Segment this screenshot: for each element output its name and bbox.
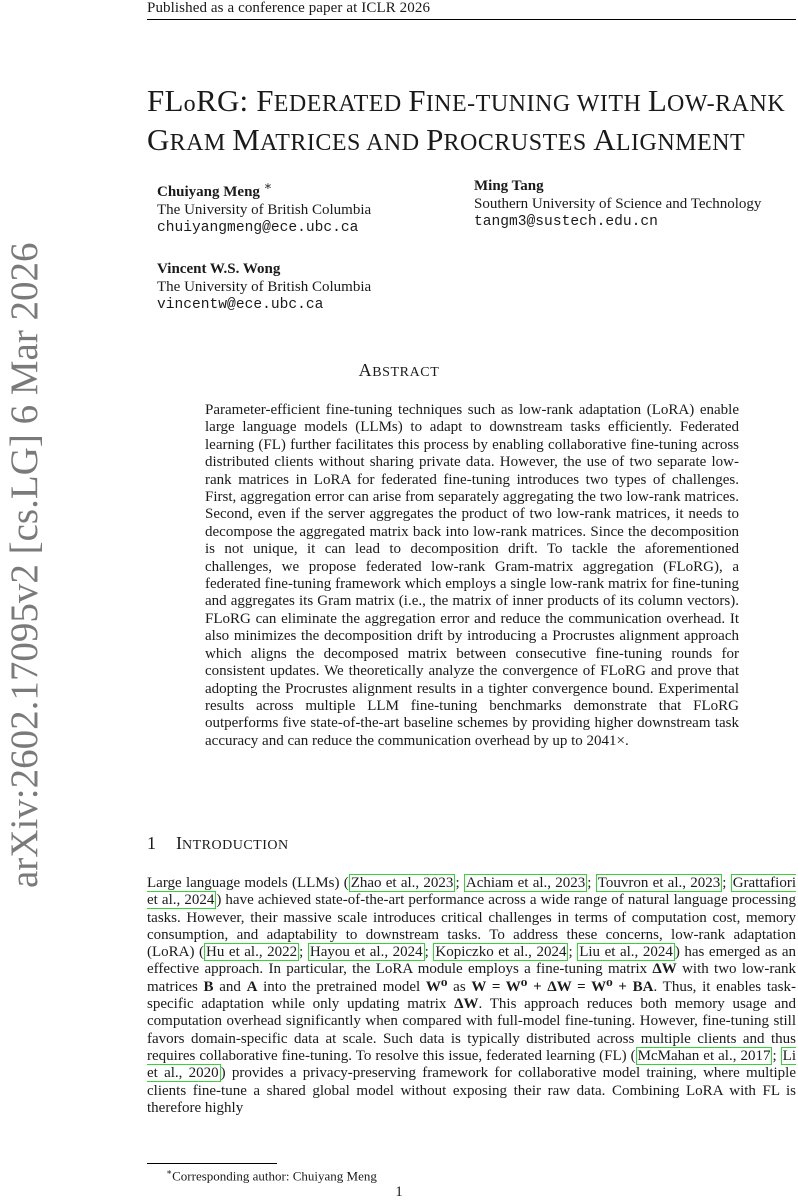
- author-name: Chuiyang Meng: [157, 184, 260, 200]
- citation-link[interactable]: Liu et al., 2024: [579, 944, 673, 961]
- section-number: 1: [147, 833, 156, 853]
- math-equation: W = W⁰ + ΔW = W⁰ + BA: [471, 978, 654, 995]
- author-email: vincentw@ece.ubc.ca: [157, 297, 324, 313]
- author-email: tangm3@sustech.edu.cn: [474, 214, 658, 230]
- page-number: 1: [395, 1184, 403, 1200]
- citation-link[interactable]: Hu et al., 2022: [206, 944, 298, 961]
- math-inline: B: [203, 978, 214, 995]
- author-block-2: [474, 177, 761, 231]
- citation-link[interactable]: Kopiczko et al., 2024: [435, 944, 567, 961]
- citation-link[interactable]: Hayou et al., 2024: [309, 944, 423, 961]
- author-name: Ming Tang: [474, 178, 544, 194]
- title-line-1: FLoRG: FEDERATED FINE-TUNING WITH LOW-RANK: [147, 83, 786, 118]
- author-name: Vincent W.S. Wong: [157, 261, 281, 277]
- arxiv-stamp-text: arXiv:2602.17095v2 [cs.LG] 6 Mar 2026: [3, 242, 46, 888]
- author-affiliation: The University of British Columbia: [157, 202, 372, 218]
- citation-link[interactable]: Touvron et al., 2023: [597, 875, 721, 891]
- arxiv-stamp: [2, 242, 48, 888]
- header-rule: [147, 19, 796, 20]
- math-inline: ΔW: [652, 961, 677, 978]
- author-affiliation: The University of British Columbia: [157, 279, 372, 295]
- footnote-rule: [147, 1163, 277, 1164]
- paper-title: [147, 83, 785, 161]
- citation-link[interactable]: Zhao et al., 2023: [350, 875, 454, 891]
- math-inline: W⁰: [425, 978, 448, 995]
- citation-link[interactable]: Grattafiori et al., 2024: [147, 875, 796, 909]
- citation-link[interactable]: Achiam et al., 2023: [465, 875, 586, 891]
- author-email: chuiyangmeng@ece.ubc.ca: [157, 220, 359, 236]
- intro-paragraph: Large language models (LLMs) ( Zhao et al., 2023 ; Achiam et al., 2023 ; Touvron et al., 2023 ; Grattafiori et al., 2024 ) have achieved state-of-the-art performance across a wide range of natural language processing tasks. However, their massive scale introduces critical challenges in terms of computation cost, memory consumption, and adaptability to downstream tasks. To address these concerns, low-rank adaptation (LoRA) ( Hu et al., 2022 ; Hayou et al., 2024 ; Kopiczko et al., 2024 ; Liu et al., 2024 ) has emerged as an effective approach. In particular, the LoRA module employs a fine-tuning matrix ΔW with two low-rank matrices B and A into the pretrained model W⁰ as W = W⁰ + ΔW = W⁰ + BA. Thus, it enables task-specific adaptation while only updating matrix ΔW. This approach reduces both memory usage and computation overhead significantly when compared with full-model fine-tuning. However, fine-tuning still favors domain-specific data at scale. Such data is typically distributed across multiple clients and thus requires collaborative fine-tuning. To resolve this issue, federated learning (FL) ( McMahan et al., 2017 ; Li et al., 2020 ) provides a privacy-preserving framework for collaborative model training, where multiple clients fine-tune a shared global model without exposing their raw data. Combining LoRA with FL is therefore highly: [147, 875, 797, 1116]
- title-line-2: GRAM MATRICES AND PROCRUSTES ALIGNMENT: [147, 122, 746, 157]
- footnote-text: Corresponding author: Chuiyang Meng: [172, 1168, 377, 1184]
- author-block-3: [157, 260, 371, 314]
- corresponding-mark: ∗: [263, 179, 273, 193]
- author-block-1: [157, 177, 371, 237]
- author-affiliation: Southern University of Science and Technology: [474, 196, 762, 212]
- footnote: [166, 1167, 377, 1184]
- math-inline: A: [246, 978, 258, 995]
- abstract-heading: ABSTRACT: [358, 360, 440, 380]
- citation-link[interactable]: Li et al., 2020: [147, 1047, 796, 1082]
- citation-link[interactable]: McMahan et al., 2017: [637, 1047, 771, 1064]
- running-header: Published as a conference paper at ICLR 2026: [147, 0, 431, 16]
- footnote-mark: ∗: [166, 1167, 173, 1177]
- math-inline: ΔW: [454, 996, 479, 1013]
- abstract-text: Parameter-efficient fine-tuning techniques such as low-rank adaptation (LoRA) enable large language models (LLMs) to adapt to downstream tasks efficiently. Federated learning (FL) further facilitates this process by enabling collaborative fine-tuning across distributed clients without sharing private data. However, the use of two separate low-rank matrices in LoRA for federated fine-tuning introduces two types of challenges. First, aggregation error can arise from separately aggregating the two low-rank matrices. Second, even if the server aggregates the product of two low-rank matrices, it needs to decompose the aggregated matrix back into low-rank matrices. Since the decomposition is not unique, it can lead to decomposition drift. To tackle the aforementioned challenges, we propose federated low-rank Gram-matrix aggregation (FLoRG), a federated fine-tuning framework which employs a single low-rank matrix for fine-tuning and aggregates its Gram matrix (i.e., the matrix of inner products of its column vectors). FLoRG can eliminate the aggregation error and reduce the communication overhead. It also minimizes the decomposition drift by introducing a Procrustes alignment approach which aligns the decomposed matrix between consecutive fine-tuning rounds for consistent updates. We theoretically analyze the convergence of FLoRG and prove that adopting the Procrustes alignment results in a tighter convergence bound. Experimental results across multiple LLM fine-tuning benchmarks demonstrate that FLoRG outperforms five state-of-the-art baseline schemes by providing higher downstream task accuracy and can reduce the communication overhead by up to 2041×.: [205, 402, 739, 749]
- section-heading: 1 INTRODUCTION: [147, 833, 289, 853]
